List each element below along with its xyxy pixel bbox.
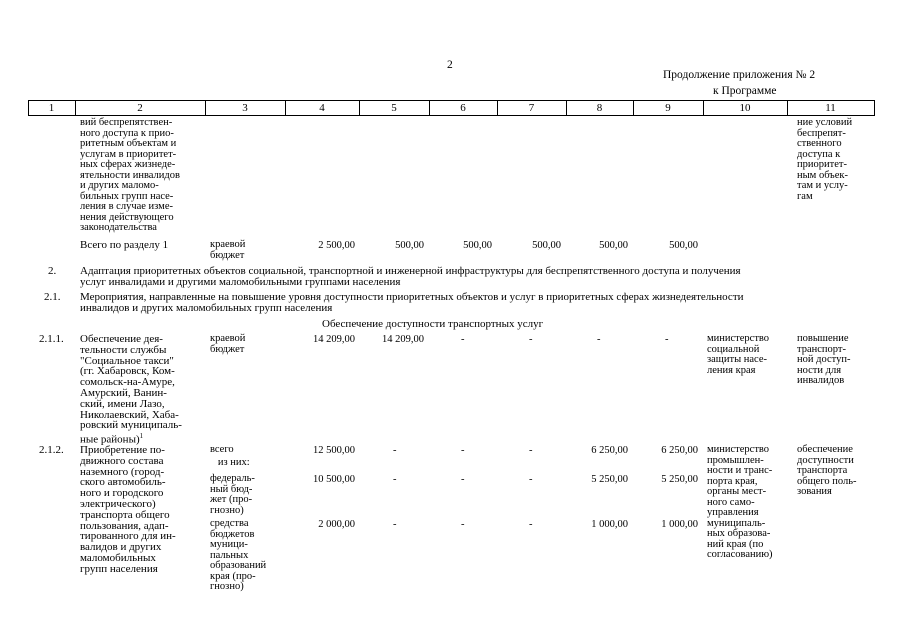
federal-c9: 5 250,00 (661, 474, 698, 485)
footnote-marker: 1 (139, 432, 144, 441)
measure-name-text: Обеспечение дея- тельности службы "Социальное такси" (гг. Хабаровск, Ком- сомольск-на-Амуре, Амурский, Ванин- ский, имени Лазо, Николаевский, Хаба- ровский муниципаль- ные районы) (80, 333, 182, 446)
value-c4: 14 209,00 (313, 334, 355, 345)
total-c9: 6 250,00 (661, 445, 698, 456)
value-c5: 14 209,00 (382, 334, 424, 345)
col-header-1: 1 (48, 102, 55, 114)
municipal-c7: - (529, 519, 533, 530)
funding-source-federal: федераль- ный бюд- жет (про- гнозно) (210, 473, 255, 516)
federal-c4: 10 500,00 (313, 474, 355, 485)
row-number: 2.1.1. (39, 333, 64, 345)
appendix-title: Продолжение приложения № 2 (663, 69, 816, 81)
total-c7: - (529, 445, 533, 456)
total-c5: - (393, 445, 397, 456)
total-section1-c6: 500,00 (463, 240, 492, 251)
total-c8: 6 250,00 (591, 445, 628, 456)
section2-number: 2. (48, 265, 57, 277)
funding-source: краевой бюджет (210, 333, 246, 355)
subsection-heading: Обеспечение доступности транспортных услуг (322, 318, 544, 330)
municipal-c8: 1 000,00 (591, 519, 628, 530)
federal-c7: - (529, 474, 533, 485)
total-section1-c8: 500,00 (599, 240, 628, 251)
federal-c6: - (461, 474, 465, 485)
federal-c8: 5 250,00 (591, 474, 628, 485)
col-header-11: 11 (825, 102, 836, 114)
total-section1-c7: 500,00 (532, 240, 561, 251)
total-section1-c4: 2 500,00 (318, 240, 355, 251)
total-section1-label: Всего по разделу 1 (80, 239, 169, 251)
section2-1-number: 2.1. (44, 291, 61, 303)
continued-result-text: ние условий беспрепят- ственного доступа к приоритет- ным объек- там и услу- гам (797, 117, 853, 202)
federal-c5: - (393, 474, 397, 485)
appendix-subtitle: к Программе (713, 85, 777, 97)
expected-result: обеспечение доступности транспорта общего поль- зования (797, 444, 857, 497)
col-header-5: 5 (391, 102, 397, 114)
funding-source-municipal: средства бюджетов муници- пальных образований края (про- гнозно) (210, 518, 267, 592)
value-c9: - (665, 334, 669, 345)
total-c4: 12 500,00 (313, 445, 355, 456)
funding-source-total: всего (210, 444, 234, 455)
funding-source-of-which: из них: (210, 457, 250, 468)
value-c8: - (597, 334, 601, 345)
continued-measure-text: вий беспрепятствен- ного доступа к прио- ритетным объектам и услугам в приоритет- ных сферах жизнеде- ятельности инвалидов и других маломо- бильных групп насе- ления в случае изме- нения действующего законодательства (80, 117, 180, 233)
measure-name (80, 334, 182, 446)
row-number: 2.1.2. (39, 444, 64, 456)
col-header-9: 9 (665, 102, 671, 114)
col-header-3: 3 (242, 102, 248, 114)
executor: министерство промышлен- ности и транс- порта края, органы мест- ного само- управления муниципаль- ных образова- ний края (по согласованию) (707, 444, 773, 560)
page-number: 2 (447, 59, 453, 71)
municipal-c6: - (461, 519, 465, 530)
col-header-6: 6 (460, 102, 466, 114)
total-section1-c5: 500,00 (395, 240, 424, 251)
municipal-c4: 2 000,00 (318, 519, 355, 530)
section2-title: Адаптация приоритетных объектов социальной, транспортной и инженерной инфраструктуры для беспрепятственного доступа и получения услуг инвалидами и другими маломобильными группами населения (80, 265, 741, 288)
section2-1-title: Мероприятия, направленные на повышение уровня доступности приоритетных объектов и услуг в приоритетных сферах жизнедеятельности инвалидов и других маломобильных групп населения (80, 291, 744, 314)
value-c6: - (461, 334, 465, 345)
expected-result: повышение транспорт- ной доступ- ности для инвалидов (797, 333, 851, 386)
col-header-2: 2 (137, 102, 143, 114)
col-header-4: 4 (319, 102, 325, 114)
measure-name: Приобретение по- движного состава наземного (город- ского автомобиль- ного и городского электрического) транспорта общего пользования, адап- тированного для ин- валидов и других маломобильных групп населения (80, 444, 176, 575)
col-header-10: 10 (739, 102, 751, 114)
total-section1-c9: 500,00 (669, 240, 698, 251)
value-c7: - (529, 334, 533, 345)
executor: министерство социальной защиты насе- ления края (707, 333, 770, 376)
total-section1-source: краевой бюджет (210, 239, 246, 261)
col-header-8: 8 (596, 102, 603, 114)
municipal-c5: - (393, 519, 397, 530)
header-bottom-border (28, 115, 875, 116)
total-c6: - (461, 445, 465, 456)
municipal-c9: 1 000,00 (661, 519, 698, 530)
col-header-7: 7 (528, 102, 535, 114)
